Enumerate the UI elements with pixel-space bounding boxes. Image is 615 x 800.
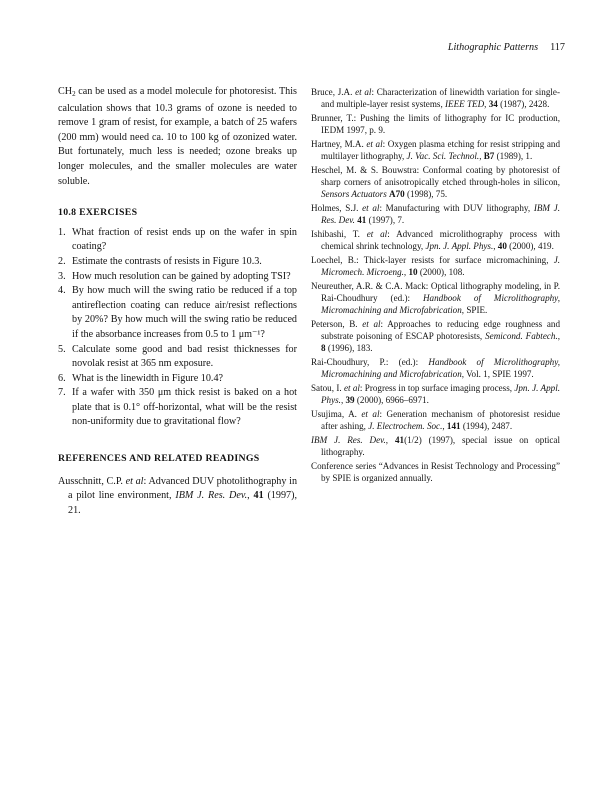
reference-entry — [311, 356, 560, 380]
reference-list-left — [58, 475, 297, 519]
reference-segment: Neureuther, A.R. & C.A. Mack: Optical lithography modeling, in P. Rai-Choudhury (ed.): — [311, 280, 560, 304]
reference-italic-segment: Sensors Actuators — [321, 189, 387, 200]
reference-segment: Satou, I. — [311, 383, 344, 394]
reference-entry — [311, 460, 560, 484]
reference-segment: , — [340, 395, 346, 406]
reference-entry — [58, 475, 297, 519]
reference-entry — [311, 254, 560, 278]
reference-italic-segment: IBM J. Res. Dev. — [321, 203, 560, 226]
page-number: 117 — [550, 42, 565, 53]
formula-subscript: 2 — [72, 90, 76, 98]
reference-italic-segment: Semicond. Fabtech. — [485, 331, 558, 342]
exercise-item — [58, 386, 297, 430]
reference-segment: (1997), 7. — [366, 215, 405, 226]
exercise-text: What fraction of resist ends up on the wafer in spin coating? — [72, 226, 297, 253]
reference-segment: Loechel, B.: Thick-layer resists for surface micromachining, — [311, 255, 554, 265]
exercise-text: Estimate the contrasts of resists in Figure 10.3. — [72, 255, 262, 267]
reference-segment: : Characterization of linewidth variation for single- and multiple-layer resist systems, — [321, 87, 560, 110]
reference-italic-segment: Handbook of Microlithography, Micromachining and Microfabrication — [321, 357, 560, 380]
reference-segment: : Advanced DUV photolithography in a pilot line environment, — [68, 475, 298, 502]
reference-segment: , — [385, 435, 395, 446]
exercise-item — [58, 372, 297, 387]
formula-base: CH — [58, 86, 73, 97]
exercise-text: What is the linewidth in Figure 10.4? — [72, 372, 224, 384]
exercise-item — [58, 284, 297, 342]
exercise-number: 1. — [58, 226, 66, 238]
exercise-number: 3. — [58, 270, 66, 282]
reference-bold-segment: 41 — [253, 490, 264, 502]
reference-segment: Rai-Choudhury, P.: (ed.): — [311, 357, 429, 368]
reference-italic-segment: IEEE TED — [445, 99, 485, 110]
running-head-title: Lithographic Patterns — [447, 42, 539, 53]
reference-segment: Ausschnitt, C.P. — [58, 475, 126, 487]
reference-segment: Brunner, T.: Pushing the limits of lithography for IC production, IEDM 1997, p. 9. — [311, 112, 560, 136]
reference-entry — [311, 112, 560, 136]
left-column — [58, 85, 297, 520]
exercises-heading: 10.8 EXERCISES — [58, 207, 138, 219]
reference-italic-segment: et al — [361, 409, 380, 420]
reference-entry — [311, 164, 560, 200]
exercise-text: How much resolution can be gained by adopting TSI? — [72, 270, 291, 282]
reference-bold-segment: 141 — [446, 421, 461, 432]
intro-text: can be used as a model molecule for photoresist. This calculation shows that 10.3 grams of ozone is needed to remove 1 gram of resist, for example, a batch of 25 wafers (200 mm) would need ca. 10 to 100 kg of ozonized water. But fortunately, much less is needed; ozone breaks up longer molecules, and the smaller molecules are water soluble. — [58, 86, 297, 187]
reference-segment: (1989), 1. — [494, 151, 533, 162]
reference-segment: Ishibashi, T. — [311, 229, 367, 240]
reference-italic-segment: Jpn. J. Appl. Phys. — [425, 241, 494, 252]
reference-italic-segment: Jpn. J. Appl. Phys. — [321, 383, 560, 406]
exercise-number: 7. — [58, 387, 66, 399]
formula-ch2 — [58, 86, 76, 97]
reference-segment: , — [442, 421, 447, 432]
reference-italic-segment: IBM J. Res. Dev. — [311, 435, 386, 446]
reference-segment: (1987), 2428. — [497, 99, 550, 110]
reference-segment: (1998), 75. — [404, 189, 448, 200]
intro-paragraph — [58, 85, 297, 189]
reference-italic-segment: et al — [125, 475, 144, 487]
reference-entry — [311, 280, 560, 316]
reference-italic-segment: et al — [362, 203, 380, 214]
reference-segment: : Advanced microlithography process with chemical shrink technology, — [321, 229, 560, 252]
reference-list-right — [311, 86, 560, 484]
reference-segment: Holmes, S.J. — [311, 203, 363, 214]
reference-segment: , — [247, 490, 254, 502]
running-head — [448, 42, 565, 53]
reference-italic-segment: Handbook of Microlithography, Micromachining and Microfabrication — [321, 293, 560, 316]
exercise-number: 2. — [58, 255, 66, 267]
exercise-item — [58, 255, 297, 270]
reference-bold-segment: 39 — [345, 395, 355, 406]
reference-segment: (2000), 6966–6971. — [354, 395, 429, 406]
exercise-text: Calculate some good and bad resist thicknesses for novolak resist at 365 nm exposure. — [72, 343, 297, 370]
reference-segment: : Generation mechanism of photoresist residue after ashing, — [321, 409, 560, 432]
exercise-text: If a wafer with 350 μm thick resist is baked on a hot plate that is 0.1° off-horizontal, what will be the resist non-uniformity due to gravitational flow? — [72, 387, 297, 428]
reference-segment: : Progress in top surface imaging process, — [359, 383, 515, 394]
reference-bold-segment: 10 — [408, 267, 418, 278]
reference-entry — [311, 138, 560, 162]
reference-bold-segment: 41 — [394, 435, 405, 446]
reference-italic-segment: J. Vac. Sci. Technol. — [406, 151, 480, 162]
reference-segment: Conference series “Advances in Resist Technology and Processing” by SPIE is organized annually. — [311, 461, 560, 484]
exercise-list — [58, 226, 297, 430]
reference-italic-segment: et al — [362, 319, 381, 330]
reference-segment: (2000), 419. — [506, 241, 554, 252]
reference-italic-segment: et al — [343, 383, 360, 394]
reference-bold-segment: A70 — [389, 189, 405, 200]
reference-segment: Heschel, M. & S. Bouwstra: Conformal coating by photoresist of sharp corners of anisotropically etched through-holes in silicon, — [311, 164, 560, 188]
reference-entry — [311, 86, 560, 110]
exercise-item — [58, 226, 297, 255]
reference-segment: (1994), 2487. — [460, 421, 513, 432]
reference-segment: Hartney, M.A. — [311, 138, 367, 149]
exercise-number: 5. — [58, 343, 66, 355]
reference-italic-segment: et al — [366, 229, 388, 240]
reference-entry — [311, 382, 560, 406]
reference-bold-segment: 34 — [488, 99, 498, 110]
reference-segment: , — [479, 151, 484, 162]
reference-segment: : Approaches to reducing edge roughness and substrate poisoning of ESCAP photoresists, — [321, 319, 560, 342]
reference-segment: , — [403, 267, 409, 278]
reference-segment: Usujima, A. — [311, 409, 362, 420]
right-column — [311, 86, 560, 486]
reference-italic-segment: J. Electrochem. Soc. — [368, 421, 443, 432]
reference-segment: , — [493, 241, 498, 252]
reference-segment: Peterson, B. — [311, 319, 363, 330]
reference-segment: (1/2) (1997), special issue on optical lithography. — [321, 435, 560, 458]
reference-italic-segment: J. Micromech. Microeng. — [321, 255, 560, 278]
exercise-number: 4. — [58, 285, 66, 297]
reference-segment: : Manufacturing with DUV lithography, — [379, 203, 534, 214]
reference-segment: , Vol. 1, SPIE 1997. — [461, 369, 534, 380]
reference-segment: (2000), 108. — [417, 267, 465, 278]
reference-italic-segment: et al — [366, 138, 383, 149]
reference-segment: , — [557, 331, 561, 342]
exercise-item — [58, 270, 297, 285]
reference-entry — [311, 202, 560, 226]
reference-bold-segment: B7 — [483, 151, 495, 162]
reference-segment: , SPIE. — [461, 305, 488, 316]
reference-segment: (1997), 21. — [68, 490, 297, 516]
reference-entry — [311, 228, 560, 252]
reference-segment: (1996), 183. — [325, 343, 373, 354]
reference-bold-segment: 8 — [321, 343, 326, 354]
exercise-item — [58, 343, 297, 372]
reference-italic-segment: et al — [355, 87, 372, 97]
reference-entry — [311, 434, 560, 458]
references-heading: REFERENCES AND RELATED READINGS — [58, 453, 260, 465]
reference-entry — [311, 408, 560, 432]
reference-segment: , — [484, 99, 489, 110]
reference-segment: : Oxygen plasma etching for resist stripping and multilayer lithography, — [321, 138, 560, 162]
exercise-text: By how much will the swing ratio be reduced if a top antireflection coating can reduce air/resist reflections by 20%? By how much will the swing ratio be reduced if the absorbance increases from 0.5 to 1 μm⁻¹? — [72, 285, 297, 340]
reference-bold-segment: 40 — [497, 241, 507, 252]
reference-italic-segment: IBM J. Res. Dev. — [175, 490, 248, 502]
exercise-number: 6. — [58, 372, 66, 384]
reference-entry — [311, 318, 560, 354]
reference-bold-segment: 41 — [357, 215, 367, 226]
reference-segment: Bruce, J.A. — [311, 87, 356, 97]
